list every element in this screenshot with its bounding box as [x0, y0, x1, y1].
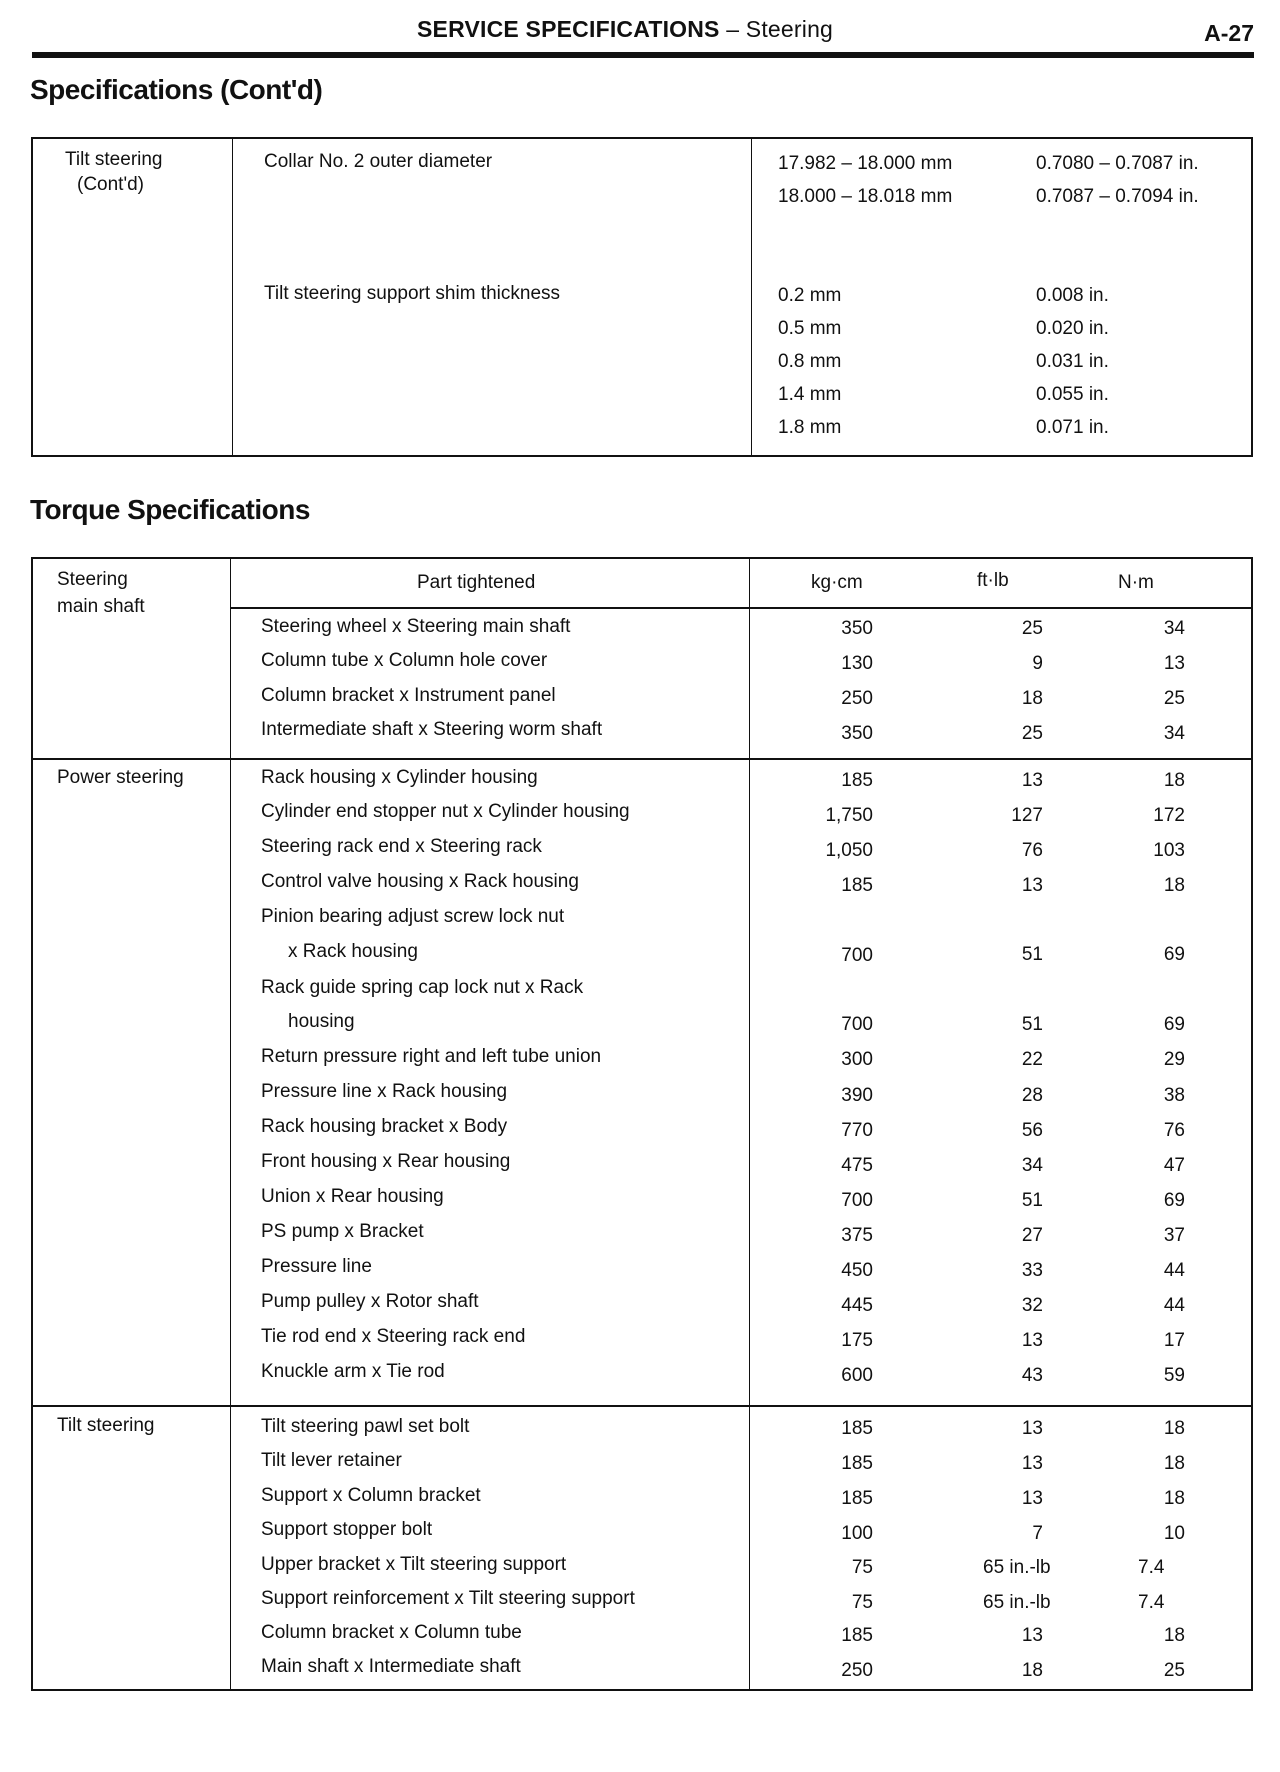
spec-value-imperial: 0.020 in. — [1036, 318, 1109, 339]
part-name: Front housing x Rear housing — [261, 1151, 511, 1172]
value-kgcm: 130 — [841, 653, 873, 674]
spec-item-label: Tilt steering support shim thickness — [264, 283, 561, 304]
value-ftlb: 13 — [1021, 1625, 1043, 1646]
value-ftlb: 65 in.-lb — [983, 1592, 1051, 1613]
value-nm: 103 — [1153, 840, 1185, 861]
value-kgcm: 350 — [841, 723, 873, 744]
page-title-main: SERVICE SPECIFICATIONS — [417, 16, 720, 42]
value-nm: 25 — [1163, 688, 1185, 709]
value-nm: 18 — [1163, 875, 1185, 896]
part-name: Steering wheel x Steering main shaft — [261, 616, 571, 637]
value-ftlb: 18 — [1021, 688, 1043, 709]
part-name: Rack housing x Cylinder housing — [261, 767, 538, 788]
value-nm: 13 — [1163, 653, 1185, 674]
category-label: Tilt steering — [65, 149, 163, 170]
value-kgcm: 185 — [841, 875, 873, 896]
part-name: Support stopper bolt — [261, 1519, 433, 1540]
value-nm: 18 — [1163, 1453, 1185, 1474]
part-name: Intermediate shaft x Steering worm shaft — [261, 719, 603, 740]
group-label: Tilt steering — [57, 1415, 155, 1436]
value-kgcm: 700 — [841, 1190, 873, 1211]
part-name: Rack guide spring cap lock nut x Rack — [261, 977, 584, 998]
value-kgcm: 75 — [851, 1557, 873, 1578]
specifications-heading: Specifications (Cont'd) — [30, 74, 323, 105]
header-divider — [230, 607, 1251, 609]
column-header-ftlb: ft·lb — [977, 570, 1009, 591]
part-name-cont: housing — [288, 1011, 355, 1032]
value-kgcm: 185 — [841, 770, 873, 791]
group-divider — [33, 758, 1251, 760]
torque-specifications-heading: Torque Specifications — [30, 494, 310, 525]
value-ftlb: 43 — [1021, 1365, 1043, 1386]
column-header-nm: N·m — [1118, 572, 1154, 593]
page-title-sub: – Steering — [726, 16, 834, 42]
value-ftlb: 28 — [1021, 1085, 1043, 1106]
value-ftlb: 13 — [1021, 770, 1043, 791]
value-nm: 44 — [1163, 1260, 1185, 1281]
value-ftlb: 56 — [1021, 1120, 1043, 1141]
part-name: Knuckle arm x Tie rod — [261, 1361, 445, 1382]
part-name: Rack housing bracket x Body — [261, 1116, 508, 1137]
spec-value-imperial: 0.7087 – 0.7094 in. — [1036, 186, 1199, 207]
part-name: Steering rack end x Steering rack — [261, 836, 542, 857]
value-ftlb: 33 — [1021, 1260, 1043, 1281]
part-name: Column tube x Column hole cover — [261, 650, 548, 671]
part-name: Pressure line x Rack housing — [261, 1081, 508, 1102]
value-ftlb: 27 — [1021, 1225, 1043, 1246]
value-ftlb: 13 — [1021, 1488, 1043, 1509]
value-kgcm: 100 — [841, 1523, 873, 1544]
spec-value-imperial: 0.7080 – 0.7087 in. — [1036, 153, 1199, 174]
value-kgcm: 600 — [841, 1365, 873, 1386]
part-name: Pressure line — [261, 1256, 372, 1277]
value-nm: 18 — [1163, 1488, 1185, 1509]
part-name: Tie rod end x Steering rack end — [261, 1326, 526, 1347]
value-kgcm: 185 — [841, 1488, 873, 1509]
value-ftlb: 9 — [1032, 653, 1043, 674]
value-kgcm: 700 — [841, 945, 873, 966]
value-nm: 25 — [1163, 1660, 1185, 1681]
value-ftlb: 32 — [1021, 1295, 1043, 1316]
value-nm: 69 — [1163, 1014, 1185, 1035]
column-divider — [232, 139, 233, 455]
value-kgcm: 475 — [841, 1155, 873, 1176]
value-kgcm: 770 — [841, 1120, 873, 1141]
value-ftlb: 51 — [1021, 1190, 1043, 1211]
part-name: Main shaft x Intermediate shaft — [261, 1656, 521, 1677]
value-nm: 69 — [1163, 1190, 1185, 1211]
value-kgcm: 390 — [841, 1085, 873, 1106]
spec-value-imperial: 0.008 in. — [1036, 285, 1109, 306]
value-nm: 17 — [1163, 1330, 1185, 1351]
value-nm: 7.4 — [1138, 1592, 1165, 1613]
part-name: Control valve housing x Rack housing — [261, 871, 579, 892]
value-ftlb: 13 — [1021, 1418, 1043, 1439]
value-ftlb: 34 — [1021, 1155, 1043, 1176]
value-kgcm: 185 — [841, 1418, 873, 1439]
value-nm: 18 — [1163, 1625, 1185, 1646]
value-kgcm: 1,750 — [825, 805, 873, 826]
value-nm: 34 — [1163, 618, 1185, 639]
part-name: Upper bracket x Tilt steering support — [261, 1554, 567, 1575]
value-ftlb: 25 — [1021, 618, 1043, 639]
group-label: Steering — [57, 569, 128, 590]
value-nm: 37 — [1163, 1225, 1185, 1246]
group-label-cont: main shaft — [57, 596, 145, 617]
value-kgcm: 185 — [841, 1453, 873, 1474]
value-kgcm: 185 — [841, 1625, 873, 1646]
value-nm: 18 — [1163, 1418, 1185, 1439]
page-header — [32, 12, 1254, 58]
value-nm: 44 — [1163, 1295, 1185, 1316]
spec-value-metric: 0.5 mm — [778, 318, 842, 339]
value-ftlb: 127 — [1011, 805, 1043, 826]
category-label-cont: (Cont'd) — [77, 174, 144, 195]
value-nm: 172 — [1153, 805, 1185, 826]
column-header-kgcm: kg·cm — [811, 572, 863, 593]
part-name: Support x Column bracket — [261, 1485, 481, 1506]
value-kgcm: 700 — [841, 1014, 873, 1035]
page-title — [417, 16, 833, 43]
part-name: Support reinforcement x Tilt steering support — [261, 1588, 635, 1609]
value-ftlb: 13 — [1021, 875, 1043, 896]
value-kgcm: 75 — [851, 1592, 873, 1613]
spec-item-label: Collar No. 2 outer diameter — [264, 151, 493, 172]
part-name: Union x Rear housing — [261, 1186, 444, 1207]
part-name: Pinion bearing adjust screw lock nut — [261, 906, 565, 927]
value-nm: 10 — [1163, 1523, 1185, 1544]
group-label: Power steering — [57, 767, 184, 788]
value-ftlb: 13 — [1021, 1330, 1043, 1351]
value-kgcm: 350 — [841, 618, 873, 639]
value-ftlb: 7 — [1032, 1523, 1043, 1544]
specifications-table — [31, 137, 1253, 457]
value-kgcm: 300 — [841, 1049, 873, 1070]
part-name: Column bracket x Column tube — [261, 1622, 522, 1643]
torque-table — [31, 557, 1253, 1691]
value-ftlb: 18 — [1021, 1660, 1043, 1681]
value-ftlb: 51 — [1021, 1014, 1043, 1035]
spec-value-imperial: 0.031 in. — [1036, 351, 1109, 372]
group-divider — [33, 1405, 1251, 1407]
value-nm: 18 — [1163, 770, 1185, 791]
value-nm: 76 — [1163, 1120, 1185, 1141]
part-name: Cylinder end stopper nut x Cylinder housing — [261, 801, 630, 822]
value-nm: 47 — [1163, 1155, 1185, 1176]
part-name: Column bracket x Instrument panel — [261, 685, 556, 706]
value-nm: 59 — [1163, 1365, 1185, 1386]
spec-value-metric: 1.8 mm — [778, 417, 842, 438]
value-nm: 29 — [1163, 1049, 1185, 1070]
value-kgcm: 250 — [841, 1660, 873, 1681]
value-kgcm: 450 — [841, 1260, 873, 1281]
value-ftlb: 51 — [1021, 944, 1043, 965]
value-kgcm: 445 — [841, 1295, 873, 1316]
spec-value-metric: 17.982 – 18.000 mm — [778, 153, 953, 174]
column-divider — [230, 559, 231, 1689]
value-kgcm: 375 — [841, 1225, 873, 1246]
value-ftlb: 25 — [1021, 723, 1043, 744]
spec-value-metric: 0.2 mm — [778, 285, 842, 306]
value-kgcm: 175 — [841, 1330, 873, 1351]
column-header-part: Part tightened — [417, 572, 536, 593]
value-ftlb: 76 — [1021, 840, 1043, 861]
value-kgcm: 1,050 — [825, 840, 873, 861]
part-name: PS pump x Bracket — [261, 1221, 424, 1242]
column-divider — [749, 559, 750, 1689]
page-number: A-27 — [1204, 20, 1254, 46]
spec-value-metric: 1.4 mm — [778, 384, 842, 405]
value-ftlb: 65 in.-lb — [983, 1557, 1051, 1578]
value-ftlb: 13 — [1021, 1453, 1043, 1474]
spec-value-imperial: 0.071 in. — [1036, 417, 1109, 438]
value-ftlb: 22 — [1021, 1049, 1043, 1070]
part-name-cont: x Rack housing — [288, 941, 418, 962]
spec-value-imperial: 0.055 in. — [1036, 384, 1109, 405]
part-name: Pump pulley x Rotor shaft — [261, 1291, 479, 1312]
value-nm: 69 — [1163, 944, 1185, 965]
value-kgcm: 250 — [841, 688, 873, 709]
spec-value-metric: 0.8 mm — [778, 351, 842, 372]
value-nm: 38 — [1163, 1085, 1185, 1106]
value-nm: 7.4 — [1138, 1557, 1165, 1578]
part-name: Return pressure right and left tube union — [261, 1046, 602, 1067]
value-nm: 34 — [1163, 723, 1185, 744]
part-name: Tilt steering pawl set bolt — [261, 1416, 470, 1437]
column-divider — [751, 139, 752, 455]
spec-value-metric: 18.000 – 18.018 mm — [778, 186, 953, 207]
part-name: Tilt lever retainer — [261, 1450, 402, 1471]
